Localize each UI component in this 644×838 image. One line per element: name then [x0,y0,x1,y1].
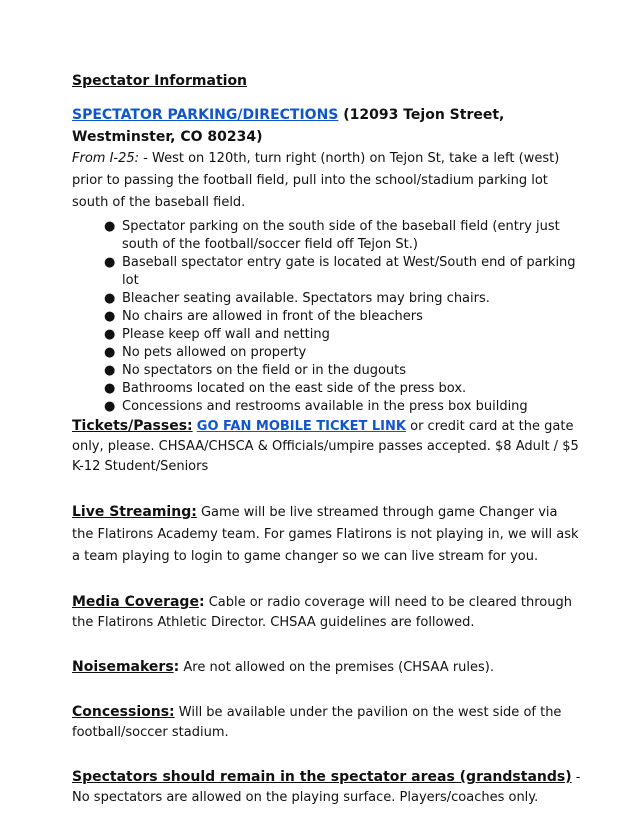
list-item [104,344,582,362]
media-coverage-text: Cable or radio coverage will need to be cleared through the Flatirons Athletic Director. CHSAA guidelines are followed. [72,595,572,630]
bullet-icon: ● [104,291,116,306]
list-item [104,254,582,290]
list-item-text: Concessions and restrooms available in the press box building [122,399,528,414]
concessions-paragraph [72,702,582,743]
live-streaming-paragraph [72,501,582,568]
list-item-text: No chairs are allowed in front of the bleachers [122,309,423,324]
noisemakers-label: Noisemakers [72,659,174,675]
media-coverage-label: Media Coverage [72,594,199,610]
concessions-label: Concessions: [72,704,175,720]
spectators-text: - No spectators are allowed on the playing surface. Players/coaches only. [72,770,581,805]
bullet-icon: ● [104,399,116,414]
list-item [104,218,582,254]
parking-address-line2: Westminster, CO 80234) [72,129,263,145]
live-streaming-label: Live Streaming: [72,504,197,520]
list-item-text: No spectators on the field or in the dugouts [122,363,407,378]
spectators-paragraph [72,767,582,808]
list-item [104,398,582,416]
spectators-label: Spectators should remain in the spectator areas (grandstands) [72,769,572,785]
list-item-text: Spectator parking on the south side of the baseball field (entry just south of the football/soccer field off Tejon St.) [122,219,560,252]
from-label: From I-25: [72,151,140,166]
parking-bullet-list [72,218,582,416]
list-item [104,362,582,380]
page-title: Spectator Information [72,73,248,89]
media-coverage-paragraph [72,592,582,633]
tickets-label: Tickets/Passes: [72,418,193,434]
parking-directions-link[interactable]: SPECTATOR PARKING/DIRECTIONS [72,107,339,123]
list-item [104,326,582,344]
directions-paragraph [72,148,582,214]
list-item-text: Baseball spectator entry gate is located at West/South end of parking lot [122,255,576,288]
live-streaming-text: Game will be live streamed through game Changer via the Flatirons Academy team. For games Flatirons is not playing in, we will ask a team playing to login to game changer so we can live stream for you. [72,505,579,564]
document-page [72,70,582,808]
list-item-text: Bleacher seating available. Spectators may bring chairs. [122,291,490,306]
parking-heading [72,104,582,148]
list-item [104,290,582,308]
list-item-text: Bathrooms located on the east side of the press box. [122,381,467,396]
bullet-icon: ● [104,255,116,270]
list-item [104,380,582,398]
go-fan-ticket-link[interactable]: GO FAN MOBILE TICKET LINK [196,419,406,434]
tickets-paragraph [72,416,582,477]
bullet-icon: ● [104,327,116,342]
media-coverage-colon: : [198,594,205,610]
tickets-text: or credit card at the gate only, please. CHSAA/CHSCA & Officials/umpire passes accepted. $8 Adult / $5 K-12 Student/Seniors [72,419,579,474]
bullet-icon: ● [104,381,116,396]
bullet-icon: ● [104,363,116,378]
directions-text: - West on 120th, turn right (north) on Tejon St, take a left (west) prior to passing the football field, pull into the school/stadium parking lot south of the baseball field. [72,151,560,210]
concessions-text: Will be available under the pavilion on the west side of the football/soccer stadium. [72,705,562,740]
noisemakers-text: Are not allowed on the premises (CHSAA rules). [179,660,494,675]
list-item-text: No pets allowed on property [122,345,307,360]
noisemakers-colon: : [173,659,180,675]
parking-address-line1: (12093 Tejon Street, [338,107,505,123]
bullet-icon: ● [104,345,116,360]
bullet-icon: ● [104,309,116,324]
noisemakers-paragraph [72,657,582,678]
list-item-text: Please keep off wall and netting [122,327,330,342]
list-item [104,308,582,326]
bullet-icon: ● [104,219,116,234]
